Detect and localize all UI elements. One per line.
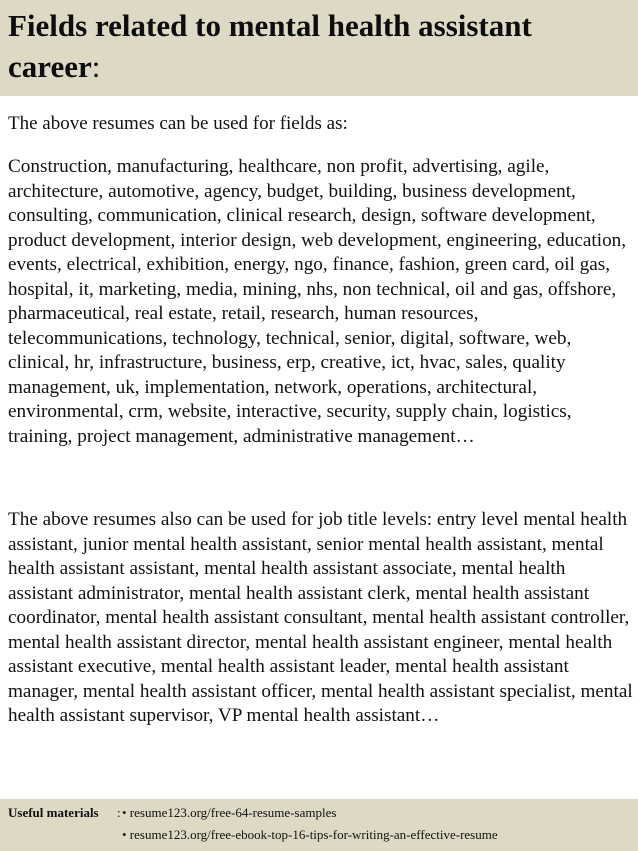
resume-tips-ebook-link[interactable]: • resume123.org/free-ebook-top-16-tips-for-writing-an-effective-resume bbox=[122, 827, 498, 842]
useful-materials-label: Useful materials bbox=[8, 805, 99, 820]
page-title bbox=[8, 5, 608, 87]
resume-samples-link[interactable]: • resume123.org/free-64-resume-samples bbox=[122, 805, 337, 820]
intro-text: The above resumes can be used for fields as: bbox=[8, 113, 348, 134]
job-levels-paragraph: The above resumes also can be used for job title levels: entry level mental health assistant, junior mental health assistant, senior mental health assistant, mental health assistant assistant, mental health assistant associate, mental health assistant administrator, mental health assistant clerk, mental health assistant coordinator, mental health assistant consultant, mental health assistant controller, mental health assistant director, mental health assistant engineer, mental health assistant executive, mental health assistant leader, mental health assistant manager, mental health assistant officer, mental health assistant specialist, mental health assistant supervisor, VP mental health assistant… bbox=[8, 509, 633, 726]
fields-paragraph: Construction, manufacturing, healthcare, non profit, advertising, agile, architecture, automotive, agency, budget, building, business development, consulting, communication, clinical research, design, software development, product development, interior design, web development, engineering, education, events, electrical, exhibition, energy, ngo, finance, fashion, green card, oil gas, hospital, it, marketing, media, mining, nhs, non technical, oil and gas, offshore, pharmaceutical, real estate, retail, research, human resources, telecommunications, technology, technical, senior, digital, software, web, clinical, hr, infrastructure, business, erp, creative, ict, hvac, sales, quality management, uk, implementation, network, operations, architectural, environmental, crm, website, interactive, security, supply chain, logistics, training, project management, administrative management… bbox=[8, 156, 627, 447]
page-title-colon: : bbox=[91, 49, 101, 84]
useful-materials-colon: : bbox=[117, 805, 121, 820]
page-title-text: Fields related to mental health assistant career bbox=[8, 8, 532, 84]
footer-band bbox=[0, 799, 638, 851]
title-band bbox=[0, 0, 638, 96]
